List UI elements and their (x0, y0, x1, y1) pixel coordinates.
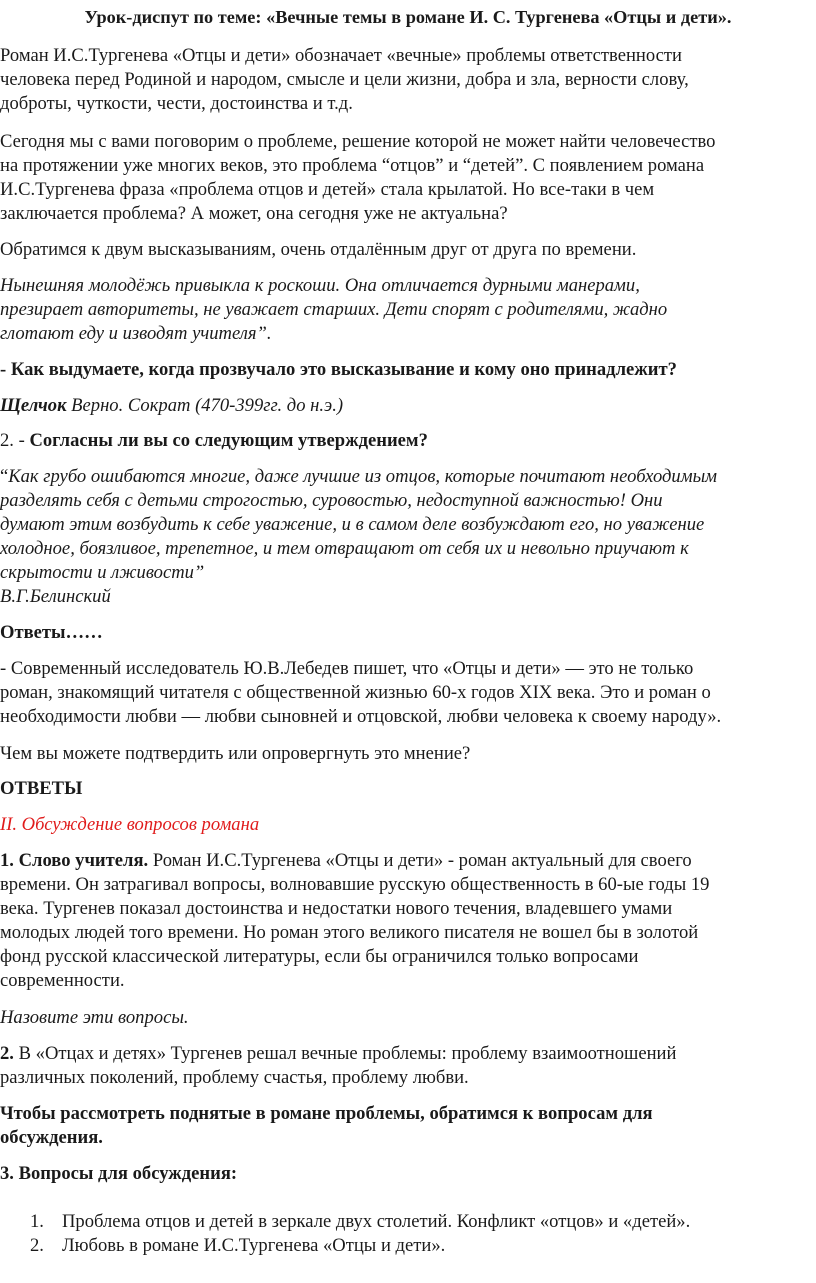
answer-1-text: Верно. Сократ (470-399гг. до н.э.) (66, 395, 344, 416)
text-line: Сегодня мы с вами поговорим о проблеме, решение которой не может найти человечество (0, 131, 716, 152)
quote-author: В.Г.Белинский (0, 586, 111, 607)
text-line: обсуждения. (0, 1127, 103, 1148)
text-line: заключается проблема? А может, она сегодня уже не актуальна? (0, 203, 508, 224)
text-line: необходимости любви — любви сыновней и отцовской, любви человека к своему народу». (0, 706, 722, 727)
text-line: времени. Он затрагивал вопросы, волновавшие русскую общественность в 60-ые годы 19 (0, 874, 710, 895)
text-line: глотают еду и изводят учителя”. (0, 323, 272, 344)
quote-socrates (0, 274, 812, 346)
teacher-word-paragraph (0, 849, 812, 993)
text-line: фонд русской классической литературы, если бы ограничился только вопросами (0, 946, 639, 967)
text-line: Нынешняя молодёжь привыкла к роскоши. Она отличается дурными манерами, (0, 275, 640, 296)
list-item-text: Проблема отцов и детей в зеркале двух столетий. Конфликт «отцов» и «детей». (62, 1211, 691, 1232)
text-line: доброты, чуткости, чести, достоинства и т.д. (0, 93, 353, 114)
text-line: молодых людей того времени. Но роман этого великого писателя не вошел бы в золотой (0, 922, 699, 943)
text-line: презирает авторитеты, не уважает старших. Дети спорят с родителями, жадно (0, 299, 668, 320)
question-2-number: 2. - (0, 430, 30, 451)
answer-1 (0, 394, 812, 418)
list-item-text: Любовь в романе И.С.Тургенева «Отцы и дети». (62, 1235, 446, 1256)
intro-paragraph-3: Обратимся к двум высказываниям, очень отдалённым друг от друга по времени. (0, 239, 637, 260)
text-line: Роман И.С.Тургенева «Отцы и дети» обозначает «вечные» проблемы ответственности (0, 45, 682, 66)
text-line: на протяжении уже многих веков, это проблема “отцов” и “детей”. С появлением романа (0, 155, 705, 176)
text-line: роман, знакомящий читателя с общественной жизнью 60-х годов XIX века. Это и роман о (0, 682, 711, 703)
text-line: Роман И.С.Тургенева «Отцы и дети» - роман актуальный для своего (148, 850, 692, 871)
text-line: различных поколений, проблему счастья, проблему любви. (0, 1067, 469, 1088)
lebedev-paragraph (0, 657, 812, 729)
point-2-label: 2. (0, 1043, 14, 1064)
point-2-paragraph (0, 1042, 812, 1090)
teacher-word-label: 1. Слово учителя. (0, 850, 149, 871)
question-2 (0, 429, 812, 453)
answers-label: Ответы…… (0, 622, 103, 643)
text-line: И.С.Тургенева фраза «проблема отцов и детей» стала крылатой. Но все-таки в чем (0, 179, 655, 200)
document-title: Урок-диспут по теме: «Вечные темы в романе И. С. Тургенева «Отцы и дети». (84, 7, 732, 27)
quote-open-mark: “ (0, 466, 9, 487)
list-item (0, 1234, 812, 1258)
text-line: холодное, боязливое, трепетное, и тем отвращают от себя их и невольно приучают к (0, 538, 689, 559)
text-line: В «Отцах и детях» Тургенев решал вечные проблемы: проблему взаимоотношений (13, 1043, 677, 1064)
section-heading-2: II. Обсуждение вопросов романа (0, 814, 260, 835)
text-line: Чтобы рассмотреть поднятые в романе проблемы, обратимся к вопросам для (0, 1103, 653, 1124)
text-line: Как грубо ошибаются многие, даже лучшие из отцов, которые почитают необходимым (8, 466, 718, 487)
discussion-heading: 3. Вопросы для обсуждения: (0, 1163, 238, 1184)
answer-1-label: Щелчок (0, 395, 67, 416)
text-line: разделять себя с детьми строгостью, суровостью, недоступной важностью! Они (0, 490, 663, 511)
intro-paragraph-2 (0, 130, 812, 226)
text-line: думают этим возбудить к себе уважение, и в самом деле возбуждают его, но уважение (0, 514, 705, 535)
list-item-number: 1. (30, 1211, 44, 1232)
question-2-text: Согласны ли вы со следующим утверждением? (29, 430, 428, 451)
discussion-list (0, 1210, 812, 1258)
answers-caps: ОТВЕТЫ (0, 778, 83, 799)
text-line: - Современный исследователь Ю.В.Лебедев пишет, что «Отцы и дети» — это не только (0, 658, 694, 679)
text-line: современности. (0, 970, 125, 991)
text-line: скрытости и лживости” (0, 562, 205, 583)
confirm-question: Чем вы можете подтвердить или опровергнуть это мнение? (0, 743, 471, 764)
transition-paragraph (0, 1102, 812, 1150)
question-1: - Как выдумаете, когда прозвучало это высказывание и кому оно принадлежит? (0, 359, 677, 380)
name-questions-prompt: Назовите эти вопросы. (0, 1007, 189, 1028)
text-line: века. Тургенев показал достоинства и недостатки нового течения, владевшего умами (0, 898, 673, 919)
text-line: человека перед Родиной и народом, смысле и цели жизни, добра и зла, верности слову, (0, 69, 689, 90)
list-item (0, 1210, 812, 1234)
quote-belinsky (0, 465, 812, 609)
list-item-number: 2. (30, 1235, 44, 1256)
intro-paragraph-1 (0, 44, 812, 116)
